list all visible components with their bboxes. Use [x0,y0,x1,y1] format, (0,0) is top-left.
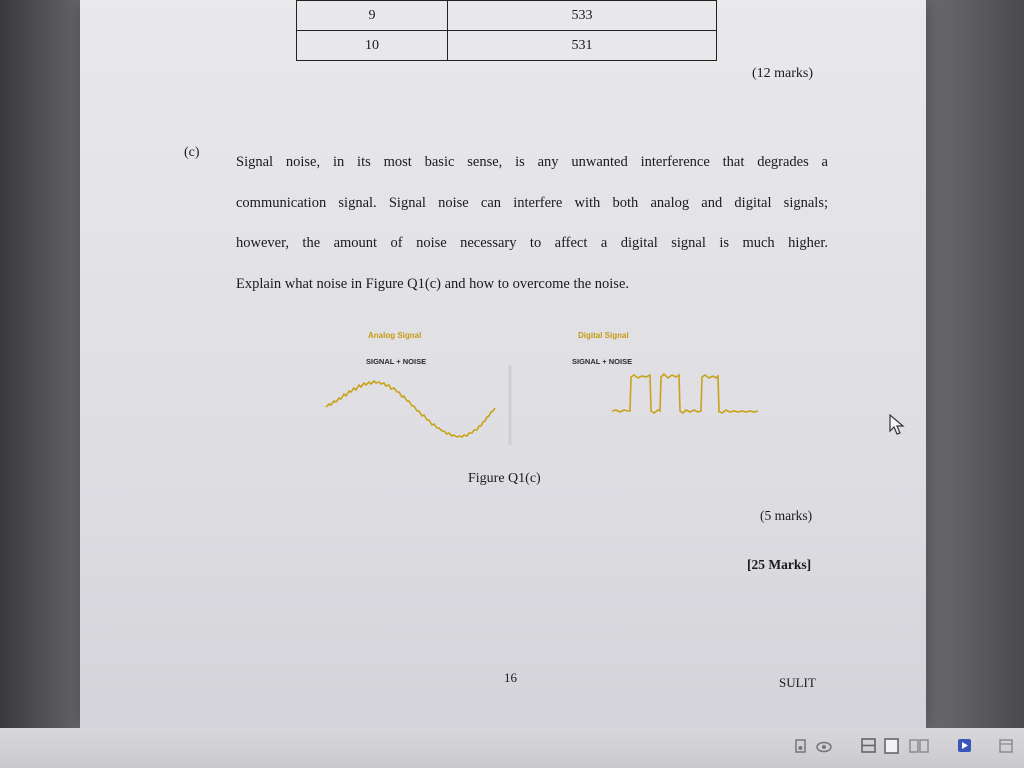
page-number: 16 [504,670,517,685]
question-part-label: (c) [184,145,200,160]
question-line: communication signal. Signal noise can interfere with both analog and digital signals; [236,194,828,211]
digital-noisy-wave [612,374,719,413]
analog-noisy-wave [326,381,495,437]
table-row [297,31,717,61]
figure-q1c [320,325,720,455]
total-marks-label: [25 Marks] [747,557,812,572]
table-cell: 9 [297,1,448,31]
part-marks-label: (5 marks) [760,508,813,523]
table-row [297,1,717,31]
question-line: however, the amount of noise necessary to affect a digital signal is much higher. [236,235,828,251]
speaker-icon[interactable] [794,738,808,754]
question-text [236,142,828,304]
window-icon[interactable] [884,738,900,754]
mouse-pointer-icon [889,414,905,436]
layout-icon[interactable] [861,738,877,754]
score-table [296,0,717,61]
taskbar [0,728,1024,768]
document-page [80,0,926,728]
marks-label: (12 marks) [752,66,814,81]
digital-signal-title: Digital Signal [578,331,629,340]
analog-signal-title: Analog Signal [368,331,422,340]
play-icon[interactable] [957,738,973,754]
table-cell: 533 [448,1,717,31]
analog-signal-subtitle: SIGNAL + NOISE [366,357,427,366]
footer-classification: SULIT [779,675,816,690]
digital-signal-subtitle: SIGNAL + NOISE [572,357,633,366]
eye-icon[interactable] [815,738,833,754]
table-cell: 10 [297,31,448,61]
digital-wave-tail [718,365,778,425]
signal-waveforms [320,325,720,455]
question-line: Signal noise, in its most basic sense, is any unwanted interference that degrades a [236,154,828,170]
calendar-icon[interactable] [999,738,1015,754]
multi-window-icon[interactable] [909,738,931,754]
figure-caption: Figure Q1(c) [468,471,541,486]
table-cell: 531 [448,31,717,61]
question-line: Explain what noise in Figure Q1(c) and how to overcome the noise. [236,275,630,292]
